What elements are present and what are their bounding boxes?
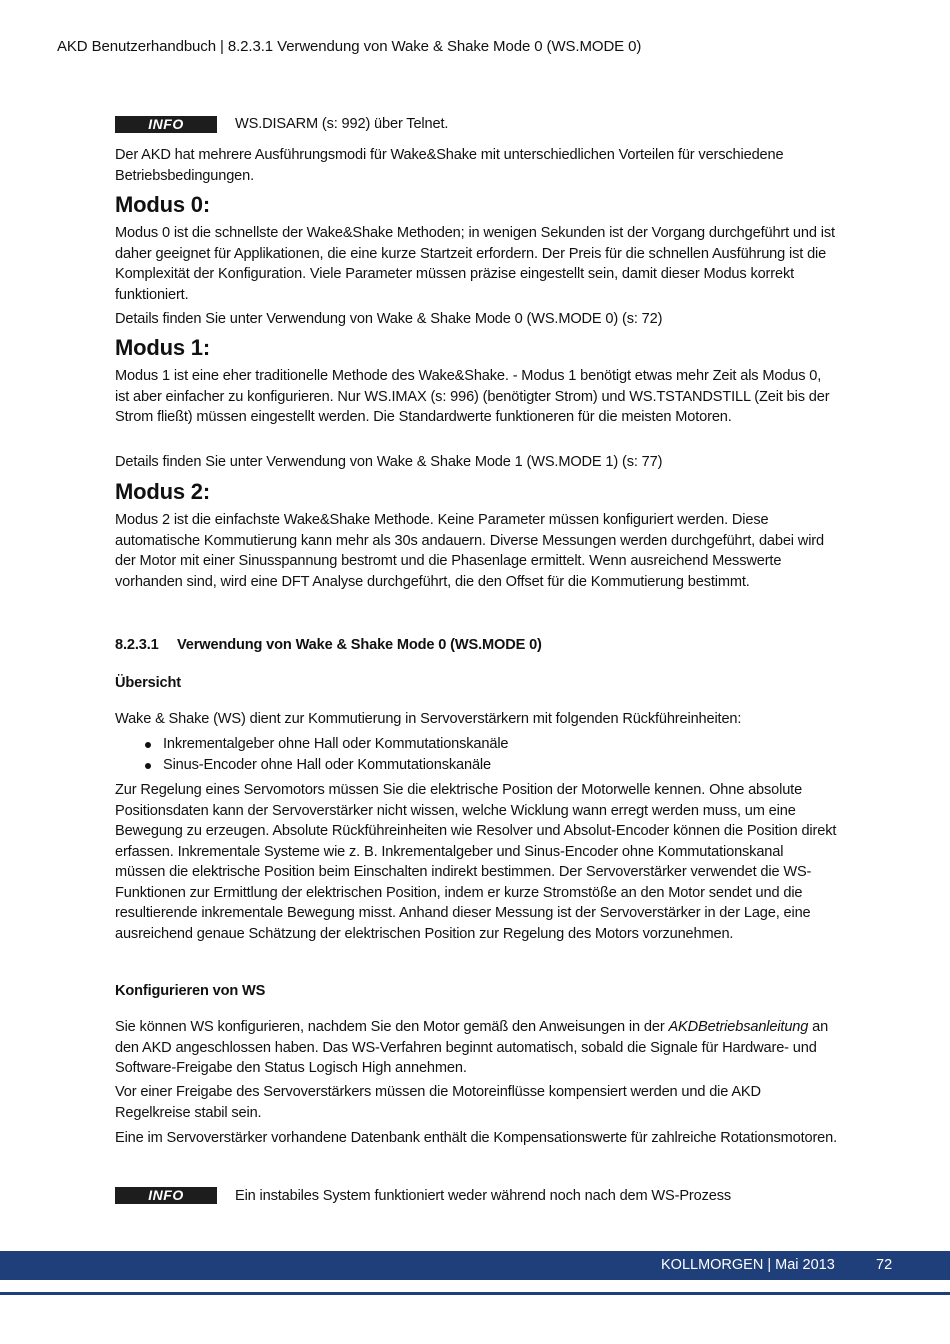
modus0-details-link[interactable]: Details finden Sie unter Verwendung von Wake & Shake Mode 0 (WS.MODE 0) (s: 72) — [115, 311, 663, 327]
list-item: Inkrementalgeber ohne Hall oder Kommutationskanäle — [145, 734, 508, 755]
overview-body: Zur Regelung eines Servomotors müssen Sie die elektrische Position der Motorwelle kennen. Ohne absolute Positionsdaten kann der Servoverstärker nicht wissen, welche Wicklung wann erregt werden muss, um eine Bewegung zu erzeugen. Absolute Rückführeinheiten wie Resolver und Absolut-Encoder können die Position direkt erfassen. Inkrementale Systeme wie z. B. Inkrementalgeber und Sinus-Encoder ohne Kommutationskanal müssen die elektrische Position beim Einschalten indirekt bestimmen. Der Servoverstärker verwendet die WS-Funktionen zur Ermittlung der elektrischen Position, indem er kurze Stromstöße an den Motor sendet und die resultierende inkrementale Bewegung misst. Anhand dieser Messung ist der Servoverstärker in der Lage, eine ausreichend genaue Schätzung der elektrischen Position zur Regelung des Motors vorzunehmen. — [115, 782, 837, 942]
overview-lead: Wake & Shake (WS) dient zur Kommutierung in Servoverstärkern mit folgenden Rückführeinheiten: — [115, 711, 742, 727]
modus1-heading: Modus 1: — [115, 335, 210, 360]
section-title: Verwendung von Wake & Shake Mode 0 (WS.MODE 0) — [177, 637, 542, 653]
info-note-disarm: WS.DISARM (s: 992) über Telnet. — [235, 116, 449, 132]
intro-paragraph: Der AKD hat mehrere Ausführungsmodi für Wake&Shake mit unterschiedlichen Vorteilen für verschiedene Betriebsbedingungen. — [115, 147, 784, 184]
modus0-body: Modus 0 ist die schnellste der Wake&Shake Methoden; in wenigen Sekunden ist der Vorgang durchgeführt und ist daher geeignet für Applikationen, die eine kurze Startzeit erfordern. Der Preis für die schnellen Ausführung ist die Komplexität der Konfiguration. Viele Parameter müssen präzise eingestellt sein, damit dieser Modus korrekt funktioniert. — [115, 225, 835, 303]
config-paragraph-1 — [115, 1017, 837, 1079]
config-p1-before: Sie können WS konfigurieren, nachdem Sie den Motor gemäß den Anweisungen in der — [115, 1019, 665, 1035]
modus0-heading: Modus 0: — [115, 192, 210, 217]
info-badge: INFO — [115, 116, 217, 133]
config-heading: Konfigurieren von WS — [115, 983, 266, 999]
section-number: 8.2.3.1 — [115, 637, 159, 653]
section-heading — [115, 635, 837, 656]
modus2-body: Modus 2 ist die einfachste Wake&Shake Methode. Keine Parameter müssen konfiguriert werden. Diese automatische Kommutierung kann mehr als 30s andauern. Diverse Messungen werden durchgeführt, dabei wird der Motor mit einer Sinusspannung bestromt und die Phasenlage ermittelt. Wenn ausreichend Messwerte vorhanden sind, wird eine DFT Analyse durchgeführt, die den Offset für die Kommutierung bestimmt. — [115, 512, 824, 590]
list-item: Sinus-Encoder ohne Hall oder Kommutationskanäle — [145, 755, 508, 776]
footer-company: KOLLMORGEN | Mai 2013 — [661, 1257, 835, 1273]
modus2-heading: Modus 2: — [115, 479, 210, 504]
feedback-list — [145, 734, 508, 775]
info-note-unstable: Ein instabiles System funktioniert weder während noch nach dem WS-Prozess — [235, 1188, 732, 1204]
info-badge: INFO — [115, 1187, 217, 1204]
manual-reference: AKDBetriebsanleitung — [668, 1019, 809, 1035]
footer-bar — [0, 1251, 950, 1280]
modus1-details-link[interactable]: Details finden Sie unter Verwendung von Wake & Shake Mode 1 (WS.MODE 1) (s: 77) — [115, 454, 663, 470]
running-header: AKD Benutzerhandbuch | 8.2.3.1 Verwendung von Wake & Shake Mode 0 (WS.MODE 0) — [57, 38, 642, 55]
footer-divider — [0, 1292, 950, 1295]
modus1-body: Modus 1 ist eine eher traditionelle Methode des Wake&Shake. - Modus 1 benötigt etwas mehr Zeit als Modus 0, ist aber einfacher zu konfigurieren. Nur WS.IMAX (s: 996) (benötigter Strom) und WS.TSTANDSTILL (Zeit bis der Strom fließt) müssen eingestellt werden. Die Standardwerte funktioneren für die meisten Motoren. — [115, 368, 830, 425]
config-paragraph-2: Vor einer Freigabe des Servoverstärkers müssen die Motoreinflüsse kompensiert werden und die AKD Regelkreise stabil sein. — [115, 1084, 761, 1121]
config-p1-after: an den AKD angeschlossen haben. Das WS-Verfahren beginnt automatisch, sobald die Signale für Hardware- und Software-Freigabe den Status Logisch High annehmen. — [115, 1019, 829, 1076]
overview-heading: Übersicht — [115, 675, 181, 691]
page-number: 72 — [876, 1257, 893, 1273]
config-paragraph-3: Eine im Servoverstärker vorhandene Datenbank enthält die Kompensationswerte für zahlreiche Rotationsmotoren. — [115, 1130, 837, 1146]
